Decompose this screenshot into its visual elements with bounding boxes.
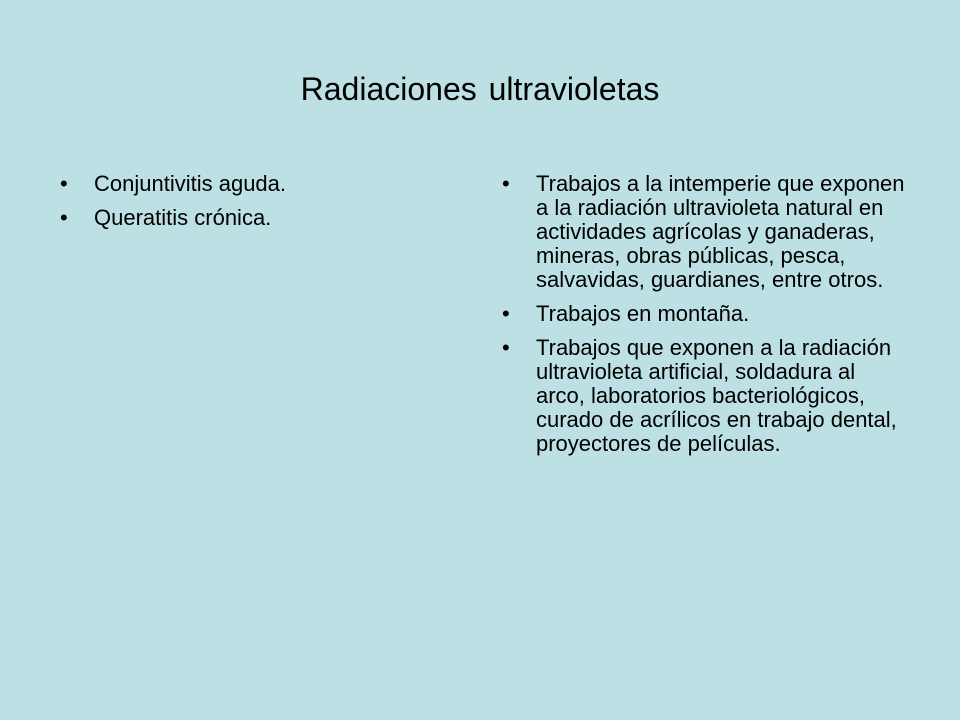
list-item-text: Conjuntivitis aguda. xyxy=(94,171,287,196)
left-bullet-list xyxy=(58,172,438,240)
bullet-icon: • xyxy=(502,171,510,196)
list-item xyxy=(500,172,910,292)
bullet-icon: • xyxy=(502,301,510,326)
slide-title: Radiaciones ultravioletas xyxy=(300,71,660,107)
list-item-text: Trabajos en montaña. xyxy=(536,301,750,326)
right-bullet-list xyxy=(500,172,910,466)
list-item-text: Queratitis crónica. xyxy=(94,205,272,230)
list-item xyxy=(58,172,438,196)
list-item xyxy=(500,336,910,456)
bullet-icon: • xyxy=(502,335,510,360)
list-item xyxy=(58,206,438,230)
list-item-text: Trabajos a la intemperie que exponen a la radiación ultravioleta natural en actividades agrícolas y ganaderas, mineras, obras públicas, pesca, salvavidas, guardianes, entre otros. xyxy=(536,171,905,292)
bullet-icon: • xyxy=(60,205,68,230)
list-item xyxy=(500,302,910,326)
bullet-icon: • xyxy=(60,171,68,196)
list-item-text: Trabajos que exponen a la radiación ultravioleta artificial, soldadura al arco, laboratorios bacteriológicos, curado de acrílicos en trabajo dental, proyectores de películas. xyxy=(536,335,897,456)
